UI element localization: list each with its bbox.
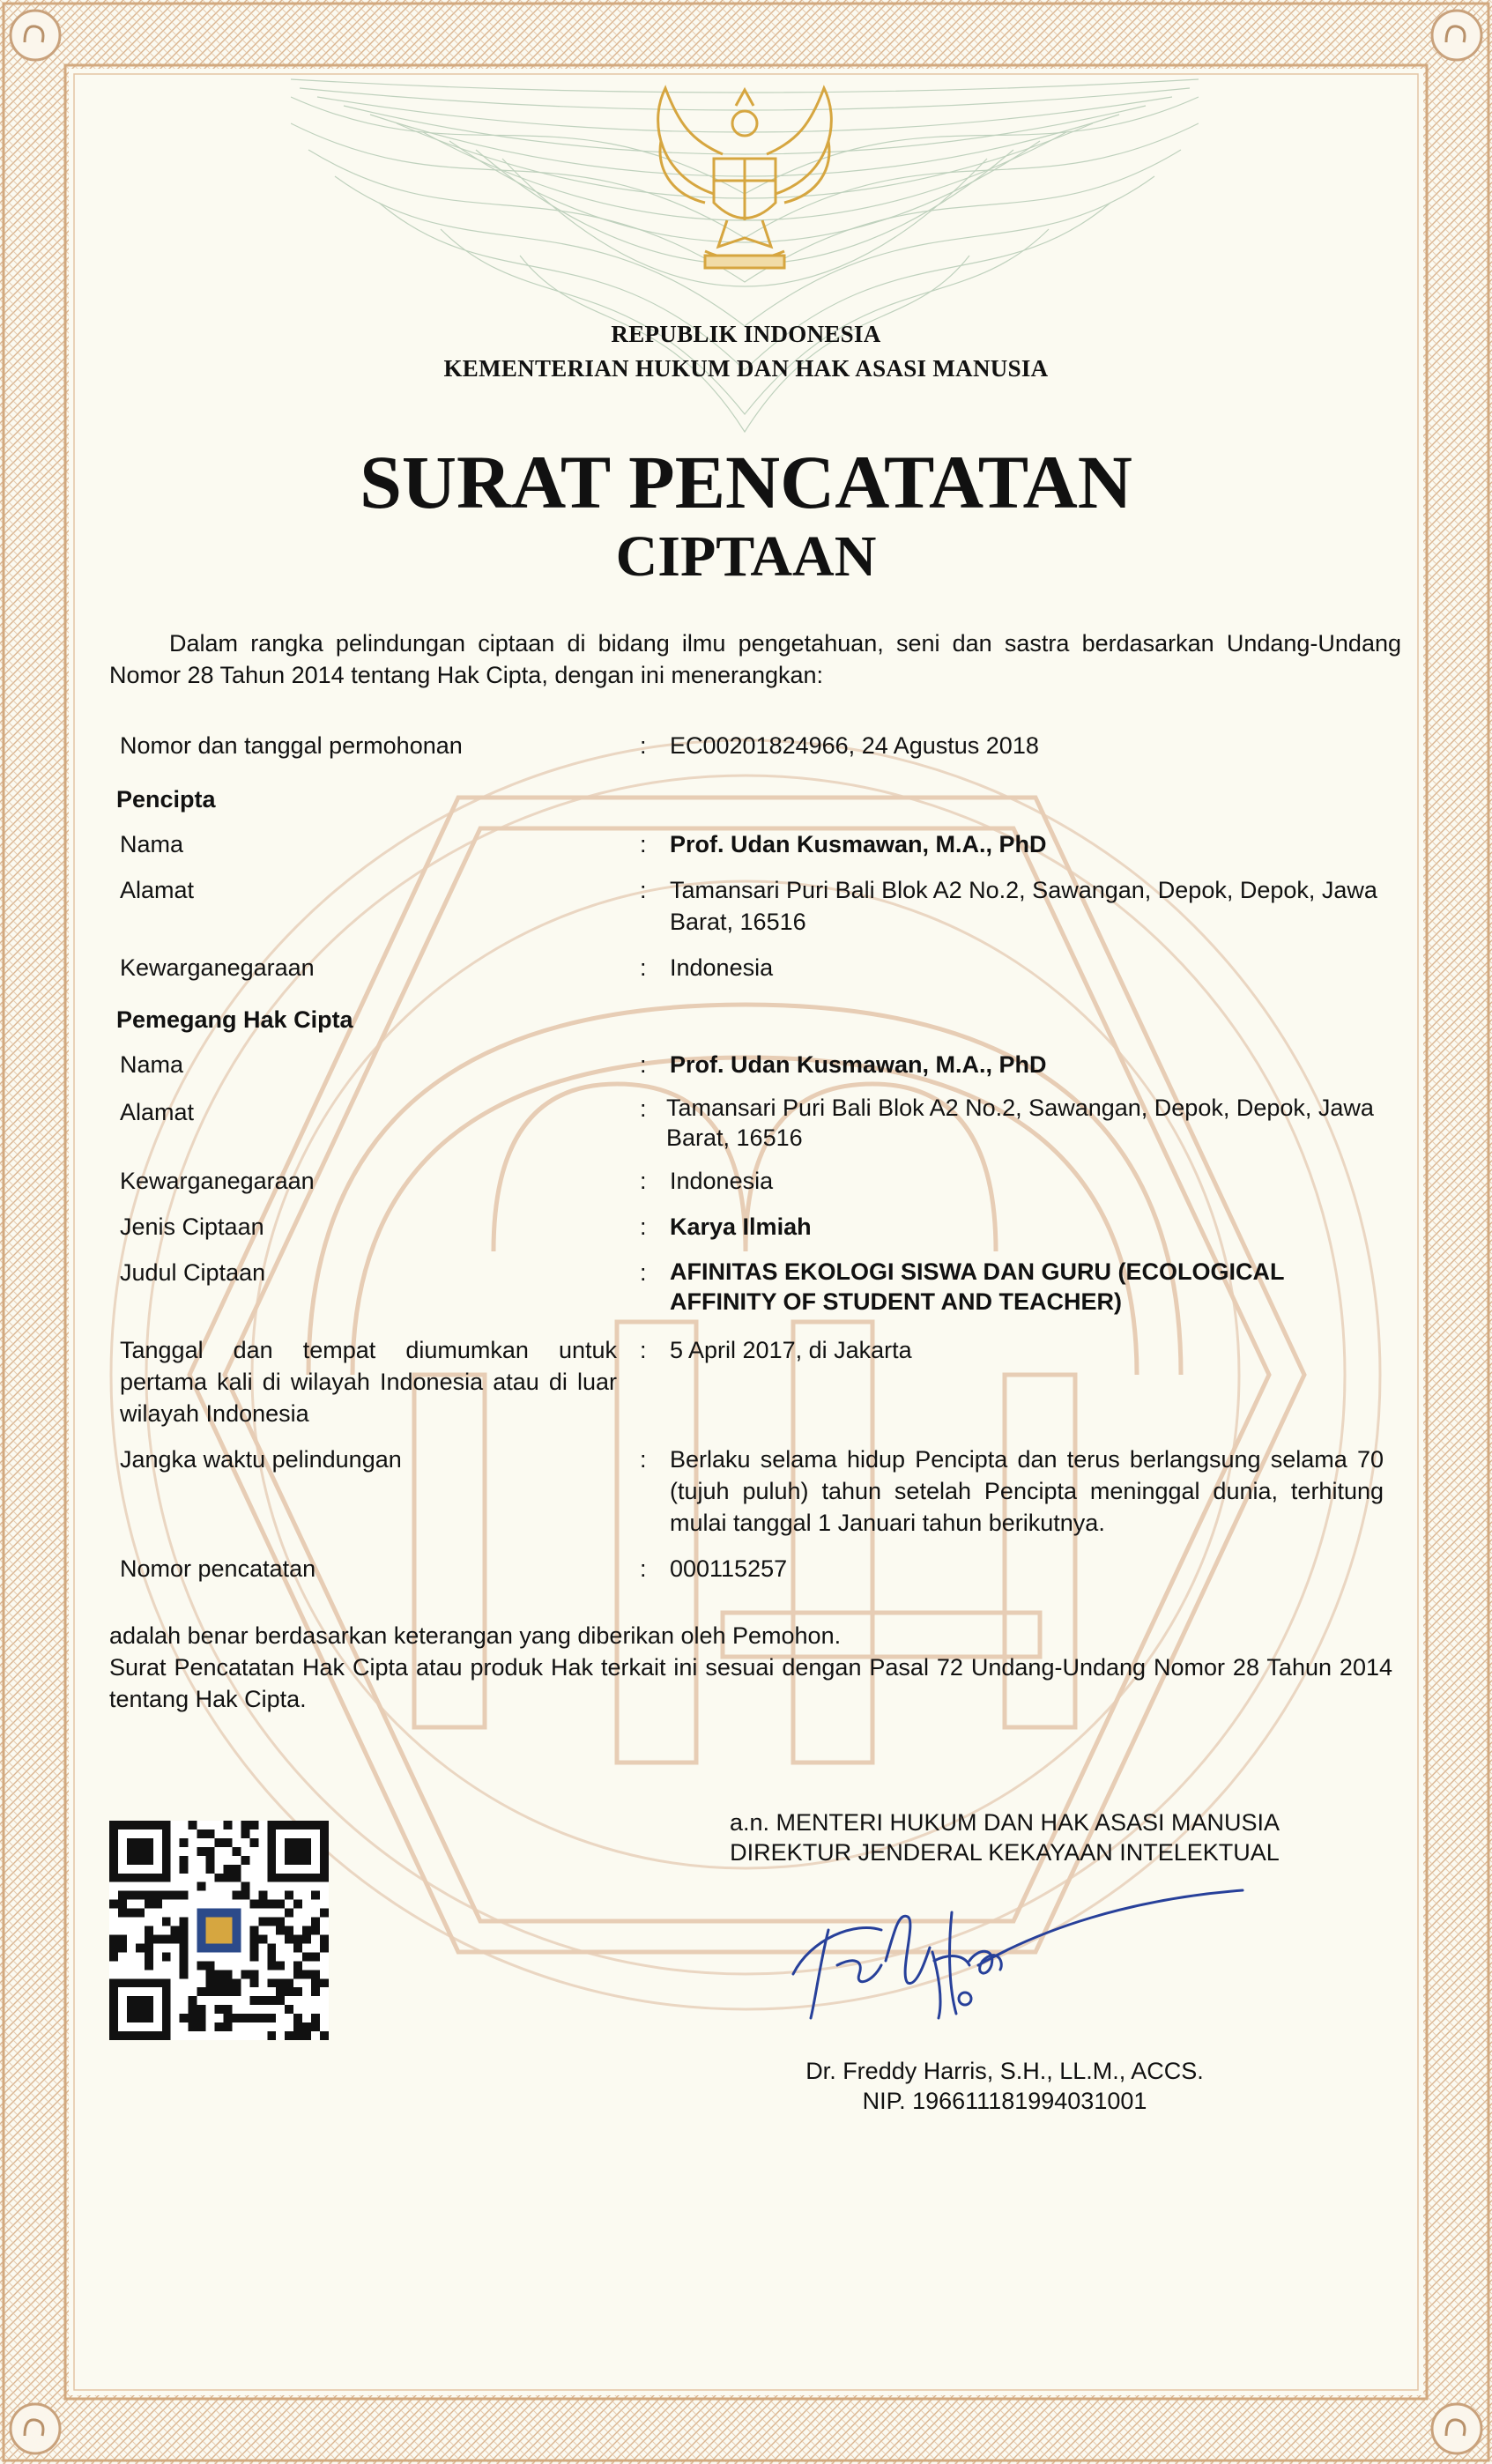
closing-line-2: Surat Pencatatan Hak Cipta atau produk Hak terkait ini sesuai dengan Pasal 72 Undang-Undang Nomor 28 Tahun 2014 tentang Hak Cipta. [109, 1654, 1392, 1712]
signature-on-behalf: a.n. MENTERI HUKUM DAN HAK ASASI MANUSIA [729, 1809, 1280, 1836]
field-colon: : [640, 1213, 647, 1240]
header-republic: REPUBLIK INDONESIA [611, 321, 881, 347]
field-colon: : [640, 1168, 647, 1194]
field-value: Berlaku selama hidup Pencipta dan terus berlangsung selama 70 (tujuh puluh) tahun setelah Pencipta meninggal dunia, terhitung mulai tanggal 1 Januari tahun berikutnya. [670, 1446, 1384, 1536]
field-colon: : [640, 831, 647, 857]
signatory-nip: NIP. 196611181994031001 [862, 2088, 1147, 2114]
field-colon: : [640, 732, 647, 759]
header-ministry: KEMENTERIAN HUKUM DAN HAK ASASI MANUSIA [443, 355, 1049, 382]
field-colon: : [640, 1337, 647, 1363]
field-value: Indonesia [670, 1168, 774, 1194]
field-value: Tamansari Puri Bali Blok A2 No.2, Sawangan, Depok, Depok, Jawa Barat, 16516 [670, 877, 1377, 935]
field-value: Tamansari Puri Bali Blok A2 No.2, Sawangan, Depok, Depok, Jawa Barat, 16516 [666, 1095, 1374, 1151]
field-label: Kewarganegaraan [120, 1168, 315, 1194]
page-title: SURAT PENCATATAN [360, 440, 1132, 524]
field-value: Indonesia [670, 954, 774, 981]
signature-position: DIREKTUR JENDERAL KEKAYAAN INTELEKTUAL [730, 1839, 1280, 1866]
field-label: Jangka waktu pelindungan [120, 1446, 402, 1473]
field-value: Prof. Udan Kusmawan, M.A., PhD [670, 831, 1047, 857]
field-value: EC00201824966, 24 Agustus 2018 [670, 732, 1039, 759]
field-label: Nama [120, 831, 184, 857]
field-colon: : [640, 1446, 647, 1473]
field-value: Karya Ilmiah [670, 1213, 812, 1240]
field-value: Prof. Udan Kusmawan, M.A., PhD [670, 1051, 1047, 1078]
field-colon: : [640, 1259, 647, 1286]
guilloche-ornament [291, 71, 1199, 441]
handwritten-signature [776, 1877, 1251, 2027]
field-label: Tanggal dan tempat diumumkan untuk pertama kali di wilayah Indonesia atau di luar wilayah Indonesia [120, 1337, 617, 1427]
garuda-pancasila-emblem [658, 88, 832, 268]
field-label: Jenis Ciptaan [120, 1213, 264, 1240]
field-label: Nama [120, 1051, 184, 1078]
field-value: AFINITAS EKOLOGI SISWA DAN GURU (ECOLOGICAL AFFINITY OF STUDENT AND TEACHER) [670, 1258, 1285, 1315]
field-label: Alamat [120, 877, 195, 903]
field-value: 000115257 [670, 1555, 788, 1582]
field-label: Alamat [120, 1099, 195, 1125]
section-heading-holder: Pemegang Hak Cipta [116, 1006, 353, 1033]
field-label: Kewarganegaraan [120, 954, 315, 981]
field-label: Judul Ciptaan [120, 1259, 266, 1286]
field-value: 5 April 2017, di Jakarta [670, 1337, 912, 1363]
field-colon: : [640, 1555, 647, 1582]
section-heading-creator: Pencipta [116, 786, 216, 813]
intro-paragraph: Dalam rangka pelindungan ciptaan di bidang ilmu pengetahuan, seni dan sastra berdasarkan Undang-Undang Nomor 28 Tahun 2014 tentang Hak Cipta, dengan ini menerangkan: [109, 630, 1401, 688]
field-label: Nomor pencatatan [120, 1555, 316, 1582]
page-subtitle: CIPTAAN [615, 524, 877, 589]
signatory-name: Dr. Freddy Harris, S.H., LL.M., ACCS. [805, 2058, 1204, 2084]
closing-statement [109, 1620, 1392, 1715]
qr-code [109, 1821, 329, 2040]
field-label: Nomor dan tanggal permohonan [120, 732, 463, 759]
field-colon: : [640, 877, 647, 903]
closing-line-1: adalah benar berdasarkan keterangan yang diberikan oleh Pemohon. [109, 1622, 842, 1649]
field-colon: : [640, 1095, 647, 1122]
field-colon: : [640, 1051, 647, 1078]
field-colon: : [640, 954, 647, 981]
